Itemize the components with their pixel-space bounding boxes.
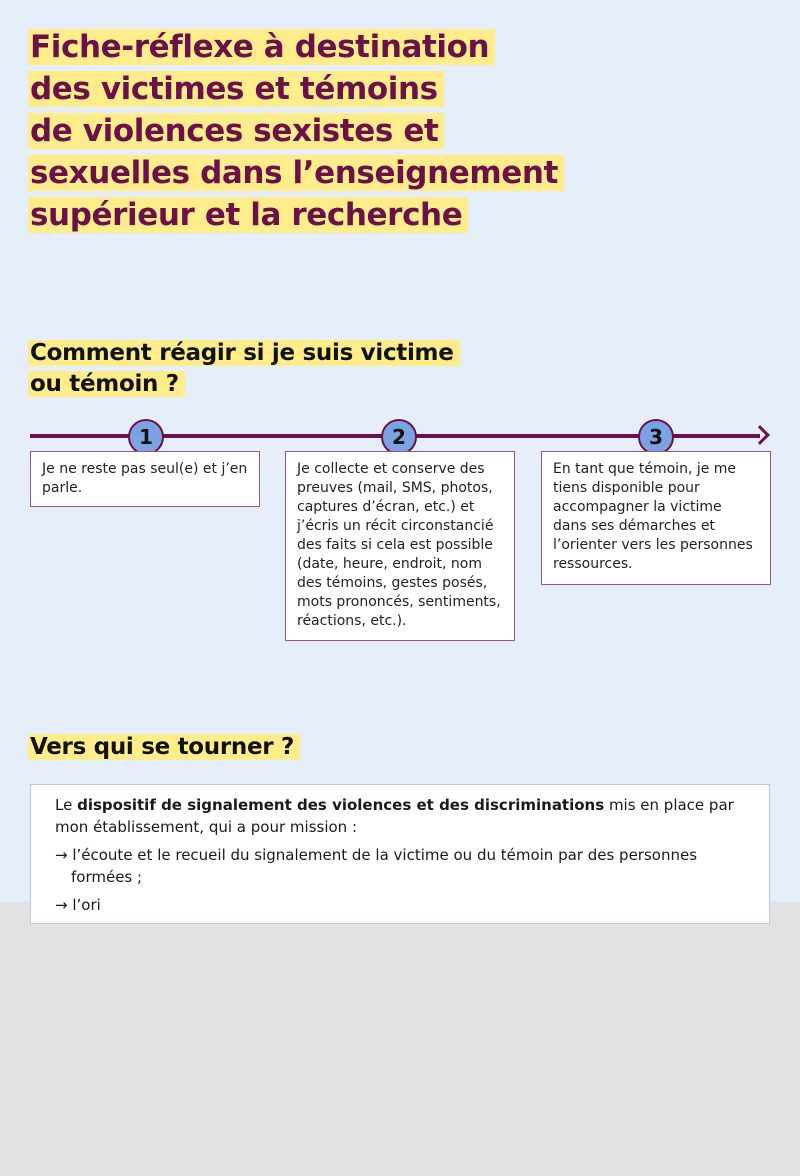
step-number-1: 1 [128,419,164,455]
intro-suffix: mis en place par mon établissement, qui a pour mission : [55,796,734,836]
intro-prefix: Le [55,796,78,814]
title-line [28,110,564,152]
title-line [28,194,564,236]
info-bullet-1: → l’écoute et le recueil du signalement de la victime ou du témoin par des personnes formées ; [55,846,698,886]
step-number-3: 3 [638,419,674,455]
page-title [28,26,564,236]
heading-line-1: Comment réagir si je suis victime [30,340,454,366]
title-line-2: des victimes et témoins [28,71,444,107]
info-box [30,784,770,924]
timeline-arrow-icon [750,425,770,445]
section-heading-react [28,338,460,400]
title-line [28,68,564,110]
intro-bold: dispositif de signalement des violences et des discriminations [77,796,605,814]
title-line-1: Fiche-réflexe à destination [28,29,495,65]
title-line-3: de violences sexistes et [28,113,444,149]
section-heading-react-text [28,340,460,397]
section-heading-contacts-text: Vers qui se tourner ? [28,734,300,760]
title-line-5: supérieur et la recherche [28,197,468,233]
title-line [28,26,564,68]
step-box-2: Je collecte et conserve des preuves (mail, SMS, photos, captures d’écran, etc.) et j’écris un récit circonstancié des faits si cela est possible (date, heure, endroit, nom des témoins, gestes posés, mots prononcés, sentiments, réactions, etc.). [285,451,515,641]
section-heading-contacts [28,732,300,763]
step-box-1: Je ne reste pas seul(e) et j’en parle. [30,451,260,507]
step-box-3: En tant que témoin, je me tiens disponible pour accompagner la victime dans ses démarches et l’orienter vers les personnes ressources. [541,451,771,585]
title-line [28,152,564,194]
info-bullet-2: → l’ori [55,896,101,914]
step-number-2: 2 [381,419,417,455]
heading-line-2: ou témoin ? [30,371,179,397]
title-line-4: sexuelles dans l’enseignement [28,155,564,191]
info-intro [55,794,745,838]
